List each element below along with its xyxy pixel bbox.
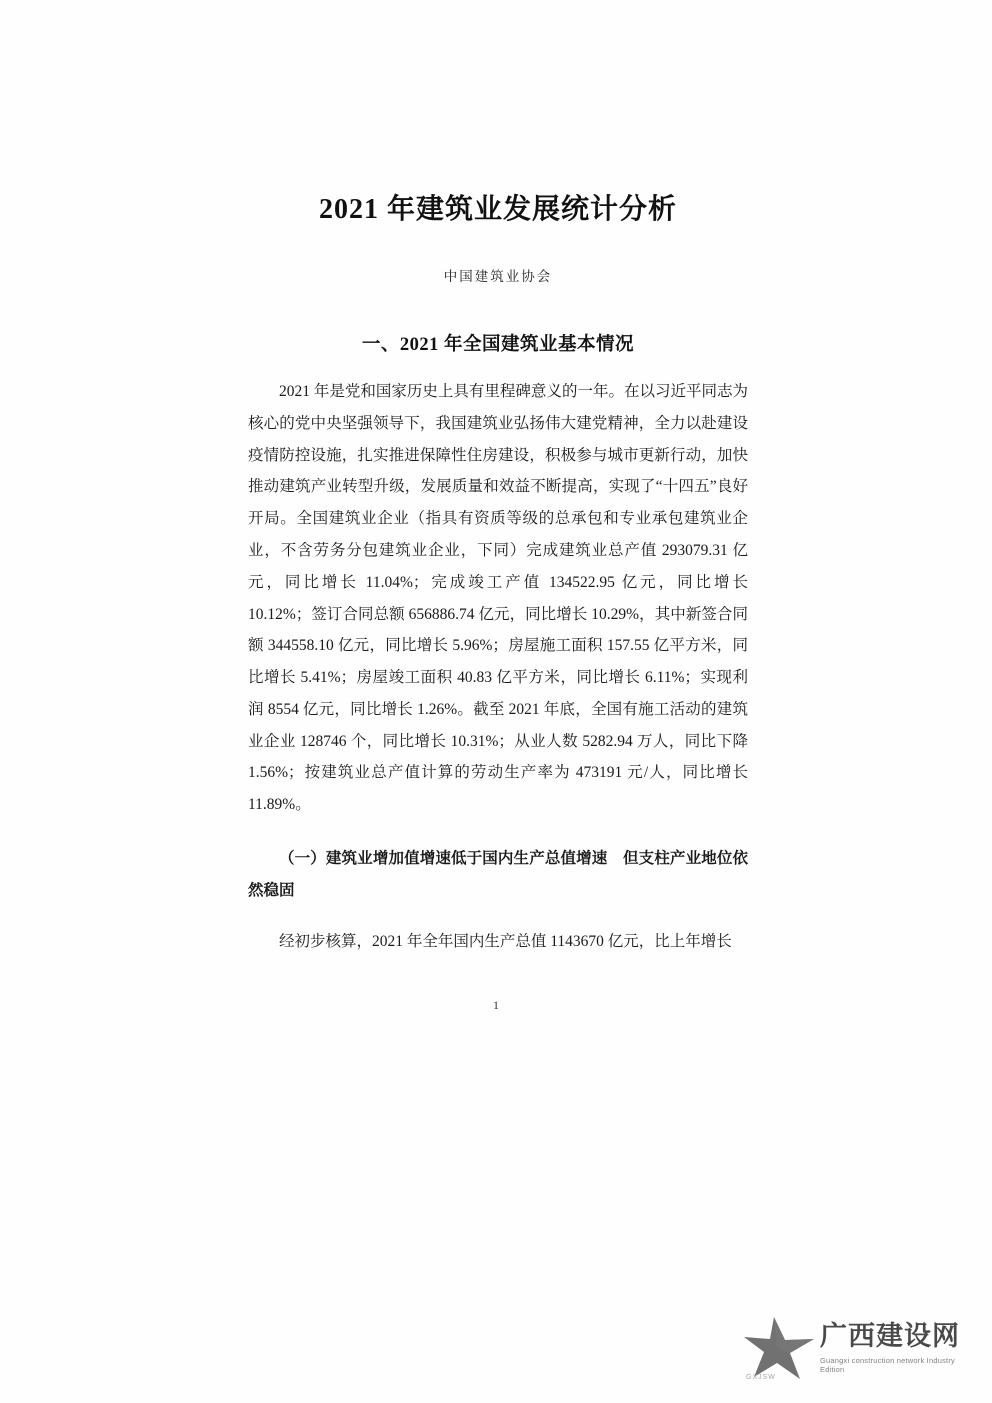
watermark-text: [820, 1322, 974, 1374]
paragraph-body: 2021 年是党和国家历史上具有里程碑意义的一年。在以习近平同志为核心的党中央坚强领导下，我国建筑业弘扬伟大建党精神，全力以赴建设疫情防控设施，扎实推进保障性住房建设，积极参与城市更新行动，加快推动建筑产业转型升级，发展质量和效益不断提高，实现了“十四五”良好开局。全国建筑业企业（指具有资质等级的总承包和专业承包建筑业企业，不含劳务分包建筑业企业，下同）完成建筑业总产值 293079.31 亿元，同比增长 11.04%；完成竣工产值 134522.95 亿元，同比增长 10.12%；签订合同总额 656886.74 亿元，同比增长 10.29%，其中新签合同额 344558.10 亿元，同比增长 5.96%；房屋施工面积 157.55 亿平方米，同比增长 5.41%；房屋竣工面积 40.83 亿平方米，同比增长 6.11%；实现利润 8554 亿元，同比增长 1.26%。截至 2021 年底，全国有施工活动的建筑业企业 128746 个，同比增长 10.31%；从业人数 5282.94 万人，同比下降 1.56%；按建筑业总产值计算的劳动生产率为 473191 元/人，同比增长 11.89%。: [248, 383, 748, 814]
document-body: [248, 190, 748, 974]
page-title: 2021 年建筑业发展统计分析: [318, 194, 677, 225]
watermark-name-cn: 广西建设网: [820, 1321, 960, 1352]
section-heading: 一、2021 年全国建筑业基本情况: [361, 335, 635, 356]
page-number: 1: [493, 998, 499, 1012]
document-author: 中国建筑业协会: [443, 269, 553, 285]
subsection-heading: （一）建筑业增加值增速低于国内生产总值增速 但支柱产业地位依然稳固: [248, 849, 748, 899]
watermark-logo: [744, 1311, 974, 1385]
watermark-badge: GXJSW: [746, 1374, 776, 1381]
star-icon: [744, 1313, 818, 1383]
paragraph-trailing: 经初步核算，2021 年全年国内生产总值 1143670 亿元，比上年增长: [279, 933, 732, 951]
watermark-name-en: Guangxi construction network Industry Edition: [820, 1355, 955, 1374]
